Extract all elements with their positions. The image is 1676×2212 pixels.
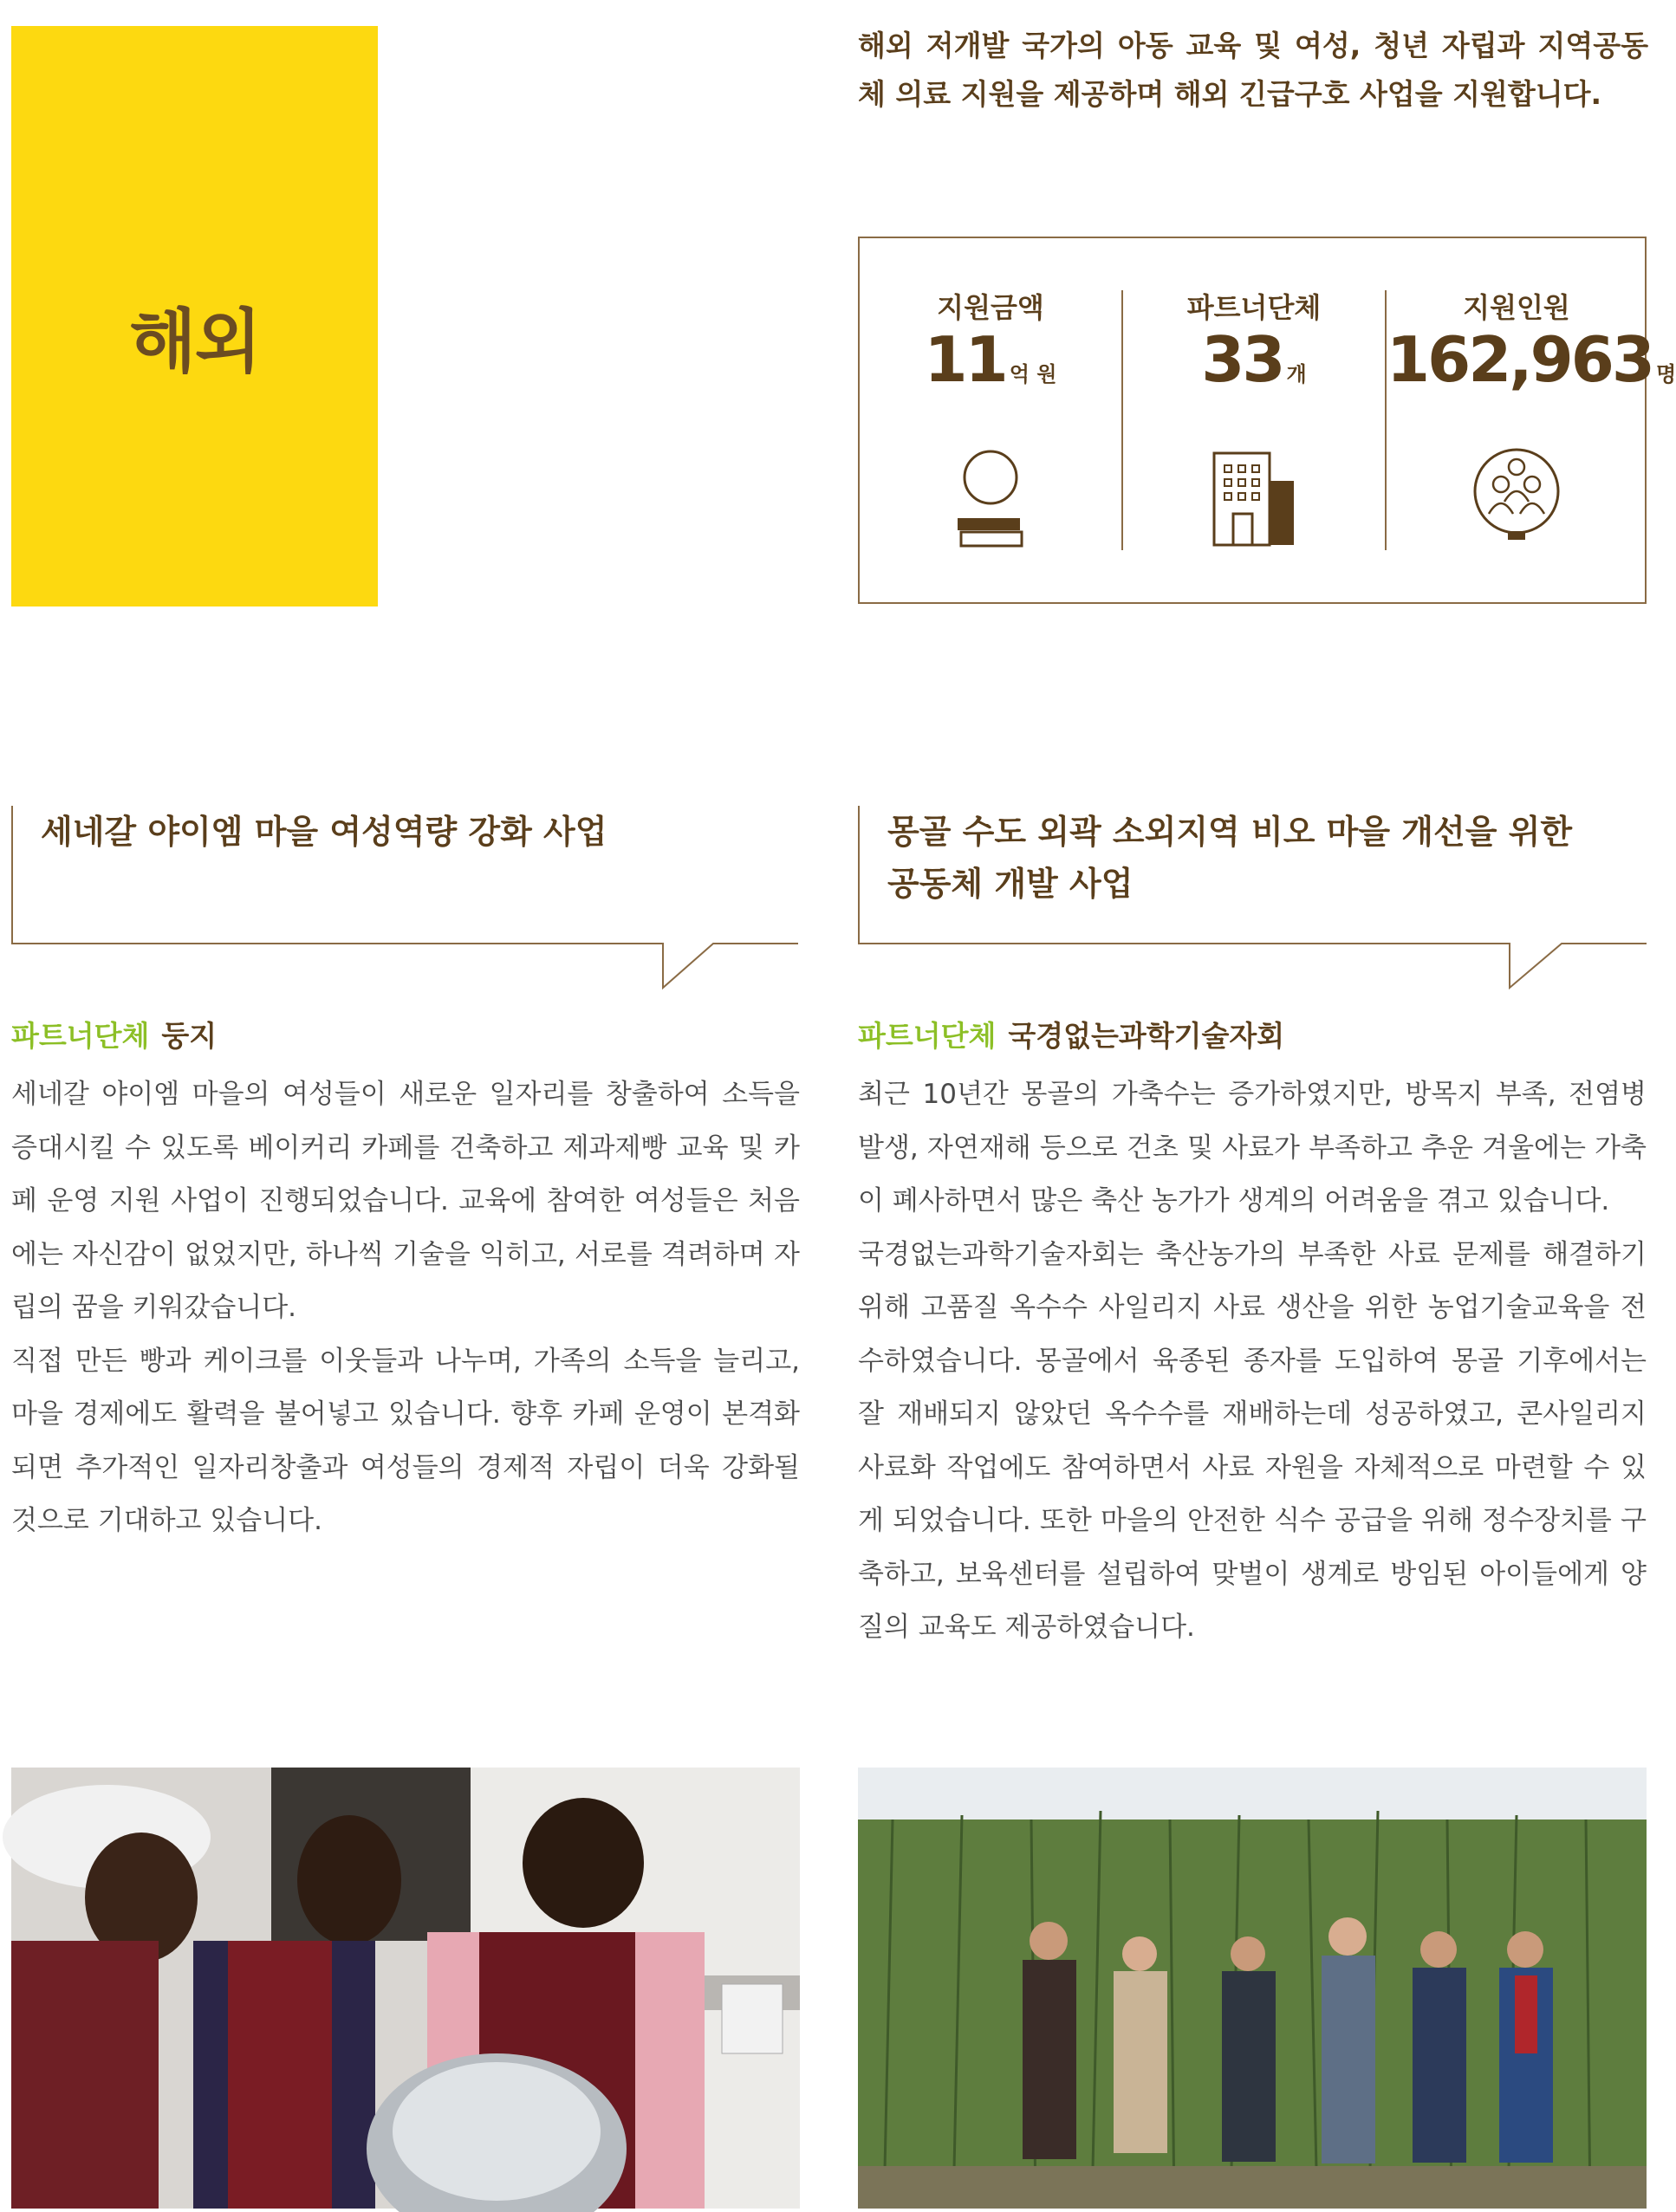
body-paragraph: 직접 만든 빵과 케이크를 이웃들과 나누며, 가족의 소득을 늘리고, 마을 경제에도 활력을 불어넣고 있습니다. 향후 카페 운영이 본격화되면 추가적인 일자리창출과 여성들의 경제적 자립이 더욱 강화될 것으로 기대하고 있습니다.: [11, 1345, 800, 1536]
stat-value: [860, 323, 1121, 396]
body-paragraph: 최근 10년간 몽골의 가축수는 증가하였지만, 방목지 부족, 전염병 발생, 자연재해 등으로 건초 및 사료가 부족하고 추운 겨울에는 가축이 폐사하면서 많은 축산 농가가 생계의 어려움을 겪고 있습니다.: [858, 1079, 1647, 1216]
stat-people: [1387, 238, 1676, 602]
partner-line-mongolia: [858, 1014, 1284, 1054]
stat-value: [1123, 323, 1385, 396]
hero-block: [11, 26, 378, 607]
body-paragraph: 국경없는과학기술자회는 축산농가의 부족한 사료 문제를 해결하기 위해 고품질 옥수수 사일리지 사료 생산을 위한 농업기술교육을 전수하였습니다. 몽골에서 육종된 종자를 도입하여 몽골 기후에서는 잘 재배되지 않았던 옥수수를 재배하는데 성공하였고, 콘사일리지 사료화 작업에도 참여하면서 사료 자원을 자체적으로 마련할 수 있게 되었습니다. 또한 마을의 안전한 식수 공급을 위해 정수장치를 구축하고, 보육센터를 설립하여 맞벌이 생계로 방임된 아이들에게 양질의 교육도 제공하였습니다.: [858, 1238, 1647, 1643]
intro-text: 해외 저개발 국가의 아동 교육 및 여성, 청년 자립과 지역공동체 의료 지원을 제공하며 해외 긴급구호 사업을 지원합니다.: [858, 29, 1648, 111]
body-paragraph: 세네갈 야이엠 마을의 여성들이 새로운 일자리를 창출하여 소득을 증대시킬 수 있도록 베이커리 카페를 건축하고 제과제빵 교육 및 카페 운영 지원 사업이 진행되었습니다. 교육에 참여한 여성들은 처음에는 자신감이 없었지만, 하나씩 기술을 익히고, 서로를 격려하며 자립의 꿈을 키워갔습니다.: [11, 1079, 800, 1323]
stat-unit: 개: [1286, 362, 1307, 386]
stat-number: 33: [1201, 323, 1283, 396]
partner-label: 파트너단체: [858, 1019, 997, 1053]
stat-unit: 억 원: [1009, 362, 1057, 386]
stat-unit: 명: [1655, 362, 1676, 386]
partner-name: 국경없는과학기술자회: [1008, 1019, 1285, 1053]
body-senegal: [11, 1068, 800, 1548]
body-mongolia: [858, 1068, 1647, 1655]
section-title-senegal: [41, 806, 786, 858]
stat-label: 지원금액: [937, 291, 1044, 324]
partner-label: 파트너단체: [11, 1019, 150, 1053]
stat-value: [1387, 323, 1676, 396]
partner-name: 둥지: [161, 1019, 218, 1053]
coin-stack-icon: [956, 446, 1025, 554]
page-title: 해외: [129, 302, 260, 382]
building-icon: [1212, 446, 1296, 550]
stat-label: 파트너단체: [1186, 291, 1322, 324]
stat-label: 지원인원: [1463, 291, 1570, 324]
section-title-line: 세네갈 야이엠 마을 여성역량 강화 사업: [41, 813, 607, 851]
stat-support-amount: [860, 238, 1121, 602]
stats-box: [858, 237, 1676, 604]
stat-partners: [1123, 238, 1385, 602]
partner-line-senegal: [11, 1014, 217, 1054]
photo-cornfield: [858, 1768, 1647, 2209]
stat-number: 11: [924, 323, 1006, 396]
people-group-icon: [1471, 446, 1562, 545]
photo-bakery: [11, 1768, 800, 2209]
stat-number: 162,963: [1387, 323, 1653, 396]
section-title-mongolia: [887, 806, 1641, 910]
section-title-line: 몽골 수도 외곽 소외지역 비오 마을 개선을 위한: [887, 813, 1573, 851]
section-title-line: 공동체 개발 사업: [887, 865, 1134, 903]
